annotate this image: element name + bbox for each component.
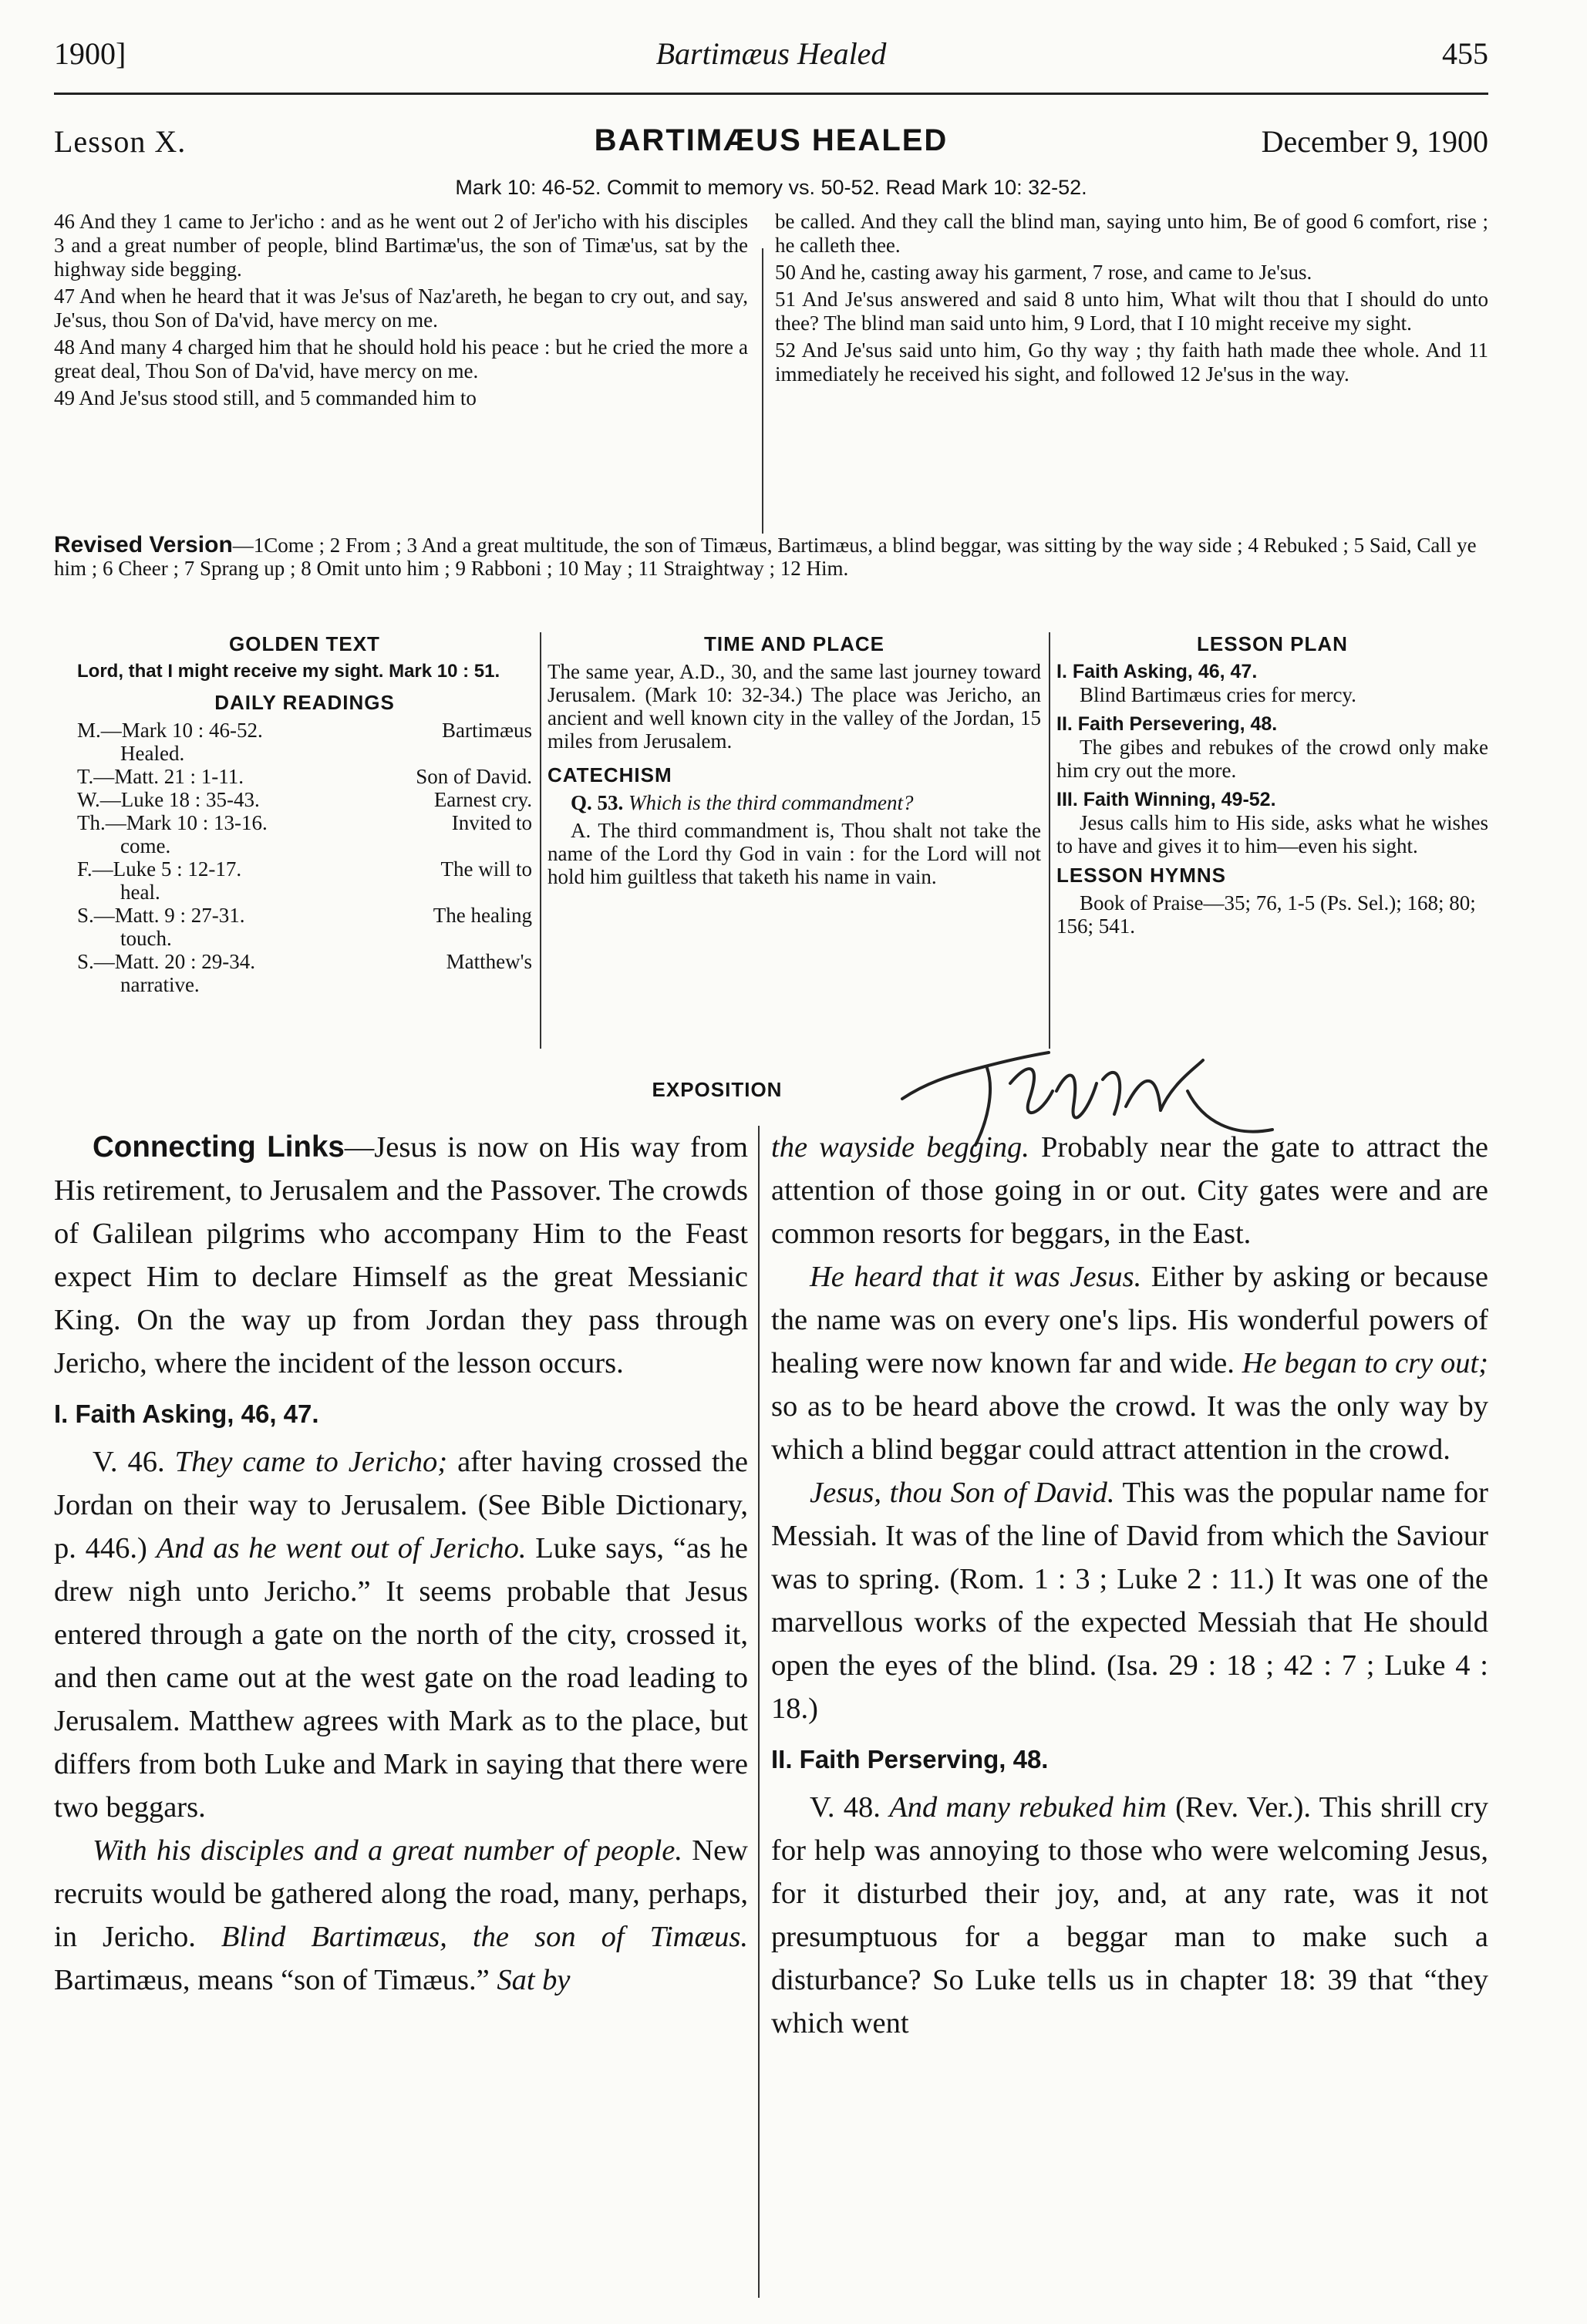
verse-49: 49 And Je'sus stood still, and 5 commanded him to (54, 386, 477, 409)
lesson-header (54, 123, 1488, 170)
verse-47: 47 And when he heard that it was Je'sus of Naz'areth, he began to cry out, and say, Je'sus, thou Son of Da'vid, have mercy on me. (54, 285, 748, 332)
catechism-heading: CATECHISM (548, 763, 672, 786)
section-heading-2: II. Faith Perserving, 48. (771, 1745, 1049, 1773)
verse-46-paragraph (54, 1440, 748, 1829)
time-place-box (548, 632, 1041, 888)
header-rule (54, 93, 1488, 95)
reading-item (77, 904, 532, 927)
scripture-text (54, 210, 1488, 534)
lesson-number: Lesson X. (54, 124, 187, 159)
golden-text-box (77, 632, 532, 996)
quote-italic: And as he went out of Jericho. (156, 1532, 527, 1564)
catechism-q-label: Q. 53. (571, 791, 624, 814)
quote-italic: He heard that it was Jesus. (810, 1261, 1142, 1293)
reading-ref: S.—Matt. 9 : 27-31. (77, 904, 245, 927)
reading-desc: Earnest cry. (433, 788, 532, 811)
page-number: 455 (1442, 36, 1488, 71)
commentary: after having crossed the Jordan on their way to Jerusalem. (See Bible Dictionary, p. 446.) (54, 1446, 749, 1564)
column-divider (758, 1126, 760, 2298)
reading-desc: The healing (433, 904, 532, 927)
verse-50: 50 And he, casting away his garment, 7 rose, and came to Je'sus. (775, 261, 1312, 284)
scripture-divider (762, 248, 763, 534)
commentary: (Rev. Ver.). This shrill cry for help was annoying to those who were welcoming Jesus, for it disturbed their joy, and, at any rate, was it not presumptuous for a beggar man to make such a disturbance? So Luke tells us in chapter 18: 39 that “they which went (771, 1791, 1489, 2039)
verse-49-cont: be called. And they call the blind man, saying unto him, Be of good 6 comfort, rise ; he calleth thee. (775, 210, 1488, 257)
commentary: Either by asking or because the name was on every one's lips. His wonderful powers of healing were now known far and wide. (771, 1261, 1488, 1379)
running-head (54, 31, 1488, 77)
quote-italic: He began to cry out; (1242, 1347, 1488, 1379)
reading-ref: T.—Matt. 21 : 1-11. (77, 765, 244, 788)
reading-desc: Invited to (451, 811, 532, 834)
son-of-david-paragraph (771, 1471, 1488, 1730)
reading-ref: M.—Mark 10 : 46-52. (77, 719, 263, 742)
verse-ref: V. 48. (810, 1791, 890, 1824)
lesson-title: BARTIMÆUS HEALED (594, 123, 948, 157)
reading-ref: S.—Matt. 20 : 29-34. (77, 950, 256, 973)
reading-item (77, 950, 532, 973)
lesson-hymns-text: Book of Praise—35; 76, 1-5 (Ps. Sel.); 168; 80; 156; 541. (1056, 891, 1476, 938)
verse-46: 46 And they 1 came to Jer'icho : and as he went out 2 of Jer'icho with his disciples 3 and a great number of people, blind Bartimæ'us, the son of Timæ'us, sat by the highway side begging. (54, 210, 748, 281)
exposition-title: EXPOSITION (652, 1078, 783, 1101)
reading-ref: W.—Luke 18 : 35-43. (77, 788, 260, 811)
daily-readings-list (77, 719, 532, 996)
daily-readings-heading: DAILY READINGS (214, 691, 395, 714)
quote-italic: the wayside begging. (771, 1131, 1029, 1164)
reading-desc: Matthew's (446, 950, 532, 973)
revised-text: —1Come ; 2 From ; 3 And a great multitude, the son of Timæus, Bartimæus, a blind beggar, was sitting by the way side ; 4 Rebuked ; 5 Said, Call ye him ; 6 Cheer ; 7 Sprang up ; 8 Omit unto him ; 9 Rabboni ; 10 May ; 11 Straightway ; 12 Him. (54, 534, 1477, 580)
verse-ref: V. 46. (93, 1446, 175, 1478)
plan-title-2: II. Faith Persevering, 48. (1056, 713, 1278, 735)
commentary: Probably near the gate to attract the attention of those going in or out. City gates were and are common resorts for beggars, in the East. (771, 1131, 1489, 1250)
lesson-plan-box (1056, 632, 1488, 938)
connecting-links-text: —Jesus is now on His way from His retirement, to Jerusalem and the Passover. The crowds of Galilean pilgrims who accompany Him to the Feast expect Him to declare Himself as the great Messianic King. On the way up from Jordan they pass through Jericho, where the incident of the lesson occurs. (54, 1131, 749, 1379)
scripture-left-column (54, 210, 748, 413)
lesson-plan-heading: LESSON PLAN (1197, 632, 1348, 655)
reading-cont: heal. (120, 881, 160, 904)
reading-item (77, 857, 532, 881)
lesson-hymns-heading: LESSON HYMNS (1056, 864, 1227, 887)
commentary: Luke says, “as he drew nigh unto Jericho.” It seems probable that Jesus entered through a gate on the north of the city, crossed it, and then came out at the west gate on the road leading to Jerusalem. Matthew agrees with Mark as to the place, but differs from both Luke and Mark in saying that there were two beggars. (54, 1532, 749, 1824)
commentary: so as to be heard above the crowd. It was the only way by which a blind beggar could attract attention in the crowd. (771, 1390, 1488, 1466)
reading-cont: come. (120, 834, 171, 857)
catechism-question (548, 791, 1041, 814)
plan-text-2: The gibes and rebukes of the crowd only make him cry out the more. (1056, 736, 1488, 782)
reading-item (77, 719, 532, 742)
plan-title-1: I. Faith Asking, 46, 47. (1056, 661, 1258, 682)
plan-text-1: Blind Bartimæus cries for mercy. (1080, 683, 1356, 706)
quote-italic: And many rebuked him (889, 1791, 1167, 1824)
quote-italic: Sat by (497, 1964, 571, 1996)
plan-text-3: Jesus calls him to His side, asks what he wishes to have and gives it to him—even his sight. (1056, 811, 1488, 857)
connecting-links-label: Connecting Links (93, 1130, 345, 1164)
golden-text: Lord, that I might receive my sight. Mark 10 : 51. (77, 661, 500, 682)
commentary: New recruits would be gathered along the road, many, perhaps, in Jericho. (54, 1834, 748, 1953)
reading-cont: Healed. (120, 742, 185, 765)
revised-label: Revised Version (54, 532, 233, 557)
heard-paragraph (771, 1255, 1488, 1471)
connecting-links-paragraph (54, 1126, 748, 1385)
commentary: This was the popular name for Messiah. It was of the line of David from which the Saviour was to spring. (Rom. 1 : 3 ; Luke 2 : 11.) It was one of the marvellous works of the expected Messiah that He should open the eyes of the blind. (Isa. 29 : 18 ; 42 : 7 ; Luke 4 : 18.) (771, 1477, 1489, 1725)
quote-italic: With his disciples and a great number of people. (93, 1834, 683, 1867)
catechism-answer: A. The third commandment is, Thou shalt not take the name of the Lord thy God in vain : for the Lord will not hold him guiltless that taketh his name in vain. (548, 819, 1041, 888)
verse-51: 51 And Je'sus answered and said 8 unto him, What wilt thou that I should do unto thee? The blind man said unto him, 9 Lord, that I 10 might receive my sight. (775, 288, 1488, 335)
scripture-right-column (775, 210, 1488, 389)
quote-italic: Jesus, thou Son of David. (810, 1477, 1115, 1509)
page (54, 31, 1488, 2298)
reading-desc: Bartimæus (441, 719, 532, 742)
exposition-right-column (771, 1126, 1488, 2045)
reading-item (77, 788, 532, 811)
wayside-paragraph (771, 1126, 1488, 1255)
page-year: 1900] (54, 36, 126, 71)
time-place-text: The same year, A.D., 30, and the same last journey toward Jerusalem. (Mark 10: 32-34.) The place was Jericho, an ancient and well known city in the valley of the Jordan, 15 miles from Jerusalem. (548, 660, 1041, 753)
running-title: Bartimæus Healed (655, 36, 887, 71)
verse-48: 48 And many 4 charged him that he should hold his peace : but he cried the more a great deal, Thou Son of Da'vid, have mercy on me. (54, 335, 748, 382)
verse-52: 52 And Je'sus said unto him, Go thy way ; thy faith hath made thee whole. And 11 immediately he received his sight, and followed 12 Je'sus in the way. (775, 338, 1488, 386)
lesson-date: December 9, 1900 (1261, 124, 1488, 159)
revised-version (54, 534, 1488, 580)
lesson-subheading: Mark 10: 46-52. Commit to memory vs. 50-52. Read Mark 10: 32-52. (455, 176, 1087, 199)
exposition-left-column (54, 1126, 748, 2002)
section-heading-1: I. Faith Asking, 46, 47. (54, 1399, 319, 1428)
disciples-paragraph (54, 1829, 748, 2002)
reading-ref: Th.—Mark 10 : 13-16. (77, 811, 268, 834)
commentary: Bartimæus, means “son of Timæus.” (54, 1964, 497, 1996)
reading-desc: The will to (440, 857, 532, 881)
reading-cont: narrative. (120, 973, 200, 996)
verse-48-paragraph (771, 1786, 1488, 2045)
reading-cont: touch. (120, 927, 172, 950)
golden-text-heading: GOLDEN TEXT (229, 632, 380, 655)
box-divider-2 (1049, 632, 1050, 1049)
reading-item (77, 765, 532, 788)
reading-item (77, 811, 532, 834)
box-divider-1 (540, 632, 541, 1049)
quote-italic: They came to Jericho; (174, 1446, 448, 1478)
time-place-heading: TIME AND PLACE (703, 632, 885, 655)
quote-italic: Blind Bartimæus, the son of Timæus. (221, 1921, 749, 1953)
reading-desc: Son of David. (416, 765, 532, 788)
plan-title-3: III. Faith Winning, 49-52. (1056, 789, 1276, 810)
catechism-question-text: Which is the third commandment? (628, 791, 914, 814)
reading-ref: F.—Luke 5 : 12-17. (77, 857, 242, 881)
